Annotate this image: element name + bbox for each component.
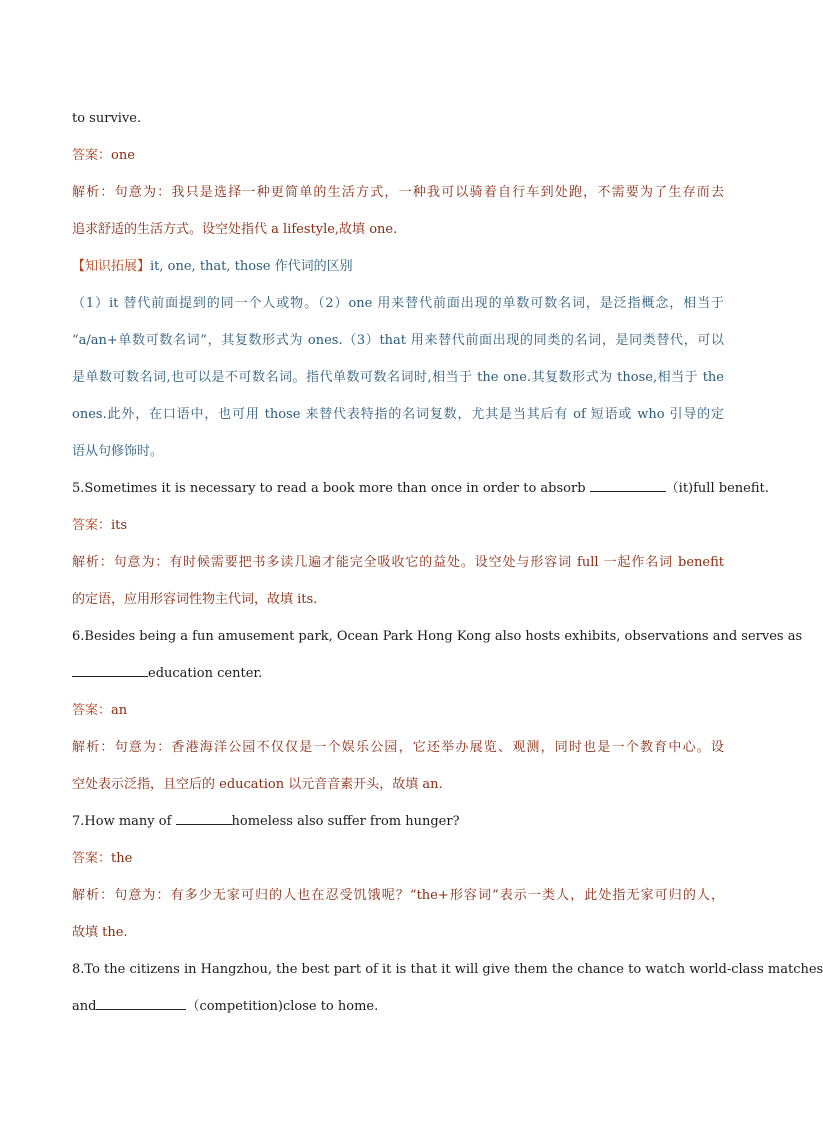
knowledge-line: ones.此外，在口语中，也可用 those 来替代表特指的名词复数，尤其是当其后有 of 短语或 who 引导的定 — [72, 407, 724, 422]
answer-line — [72, 137, 724, 174]
answer-line — [72, 692, 724, 729]
explanation-line — [72, 174, 724, 211]
question-8: 8.To the citizens in Hangzhou, the best part of it is that it will give them the chance to watch world-class matches — [72, 962, 823, 977]
answer-label: 答案： — [72, 851, 112, 866]
question-text: homeless also suffer from hunger? — [231, 814, 460, 829]
answer-value: an — [111, 703, 128, 718]
explanation-label: 解析： — [72, 888, 115, 903]
question-text: and — [72, 999, 97, 1014]
answer-line — [72, 507, 724, 544]
knowledge-label: 【知识拓展】 — [72, 259, 151, 274]
explanation-line — [72, 729, 724, 766]
explanation-line: 追求舒适的生活方式。设空处指代 a lifestyle,故填 one. — [72, 222, 398, 237]
explanation-label: 解析： — [72, 740, 115, 755]
explanation-line: 故填 the. — [72, 925, 128, 940]
question-text: 5.Sometimes it is necessary to read a book more than once in order to absorb — [72, 481, 590, 496]
answer-line — [72, 840, 724, 877]
question-6: 6.Besides being a fun amusement park, Ocean Park Hong Kong also hosts exhibits, observations and serves as — [72, 629, 803, 644]
explanation-line — [72, 544, 724, 581]
explanation-label: 解析： — [72, 185, 115, 200]
answer-blank[interactable] — [72, 663, 148, 677]
explanation-line: 的定语，应用形容词性物主代词，故填 its. — [72, 592, 318, 607]
answer-value: the — [111, 851, 133, 866]
explanation-text: 句意为：香港海洋公园不仅仅是一个娱乐公园，它还举办展览、观测，同时也是一个教育中心。设 — [114, 740, 724, 755]
knowledge-title: it, one, that, those 作代词的区别 — [150, 259, 353, 274]
question-8-cont — [72, 988, 724, 1025]
answer-value: its — [111, 518, 128, 533]
question-text: 7.How many of — [72, 814, 176, 829]
answer-blank[interactable] — [176, 811, 232, 825]
question-6-cont — [72, 655, 724, 692]
explanation-text: 句意为：有时候需要把书多读几遍才能完全吸收它的益处。设空处与形容词 full 一起作名词 benefit — [113, 555, 724, 570]
explanation-line: 空处表示泛指，且空后的 education 以元音音素开头，故填 an. — [72, 777, 443, 792]
answer-label: 答案： — [72, 703, 112, 718]
text-line: to survive. — [72, 111, 142, 126]
explanation-text: 句意为：有多少无家可归的人也在忍受饥饿呢？“the+形容词”表示一类人，此处指无家可归的人， — [114, 888, 724, 903]
explanation-text: 句意为：我只是选择一种更简单的生活方式，一种我可以骑着自行车到处跑，不需要为了生存而去 — [114, 185, 724, 200]
answer-blank[interactable] — [96, 996, 186, 1010]
explanation-line — [72, 877, 724, 914]
knowledge-line: 是单数可数名词,也可以是不可数名词。指代单数可数名词时,相当于 the one.其复数形式为 those,相当于 the — [72, 370, 724, 385]
question-text: education center. — [148, 666, 263, 681]
document-page — [72, 100, 823, 1025]
explanation-label: 解析： — [72, 555, 114, 570]
answer-blank[interactable] — [590, 478, 666, 492]
knowledge-line: “a/an+单数可数名词”，其复数形式为 ones.（3）that 用来替代前面出现的同类的名词，是同类替代，可以 — [72, 333, 724, 348]
question-text: （it)full benefit. — [665, 481, 769, 496]
answer-value: one — [111, 148, 135, 163]
question-7 — [72, 803, 724, 840]
question-5 — [72, 470, 769, 507]
knowledge-line: （1）it 替代前面提到的同一个人或物。（2）one 用来替代前面出现的单数可数名词，是泛指概念，相当于 — [72, 296, 724, 311]
answer-label: 答案： — [72, 518, 112, 533]
question-text: （competition)close to home. — [186, 999, 379, 1014]
knowledge-line: 语从句修饰时。 — [72, 444, 164, 459]
knowledge-heading — [72, 248, 724, 285]
answer-label: 答案： — [72, 148, 112, 163]
